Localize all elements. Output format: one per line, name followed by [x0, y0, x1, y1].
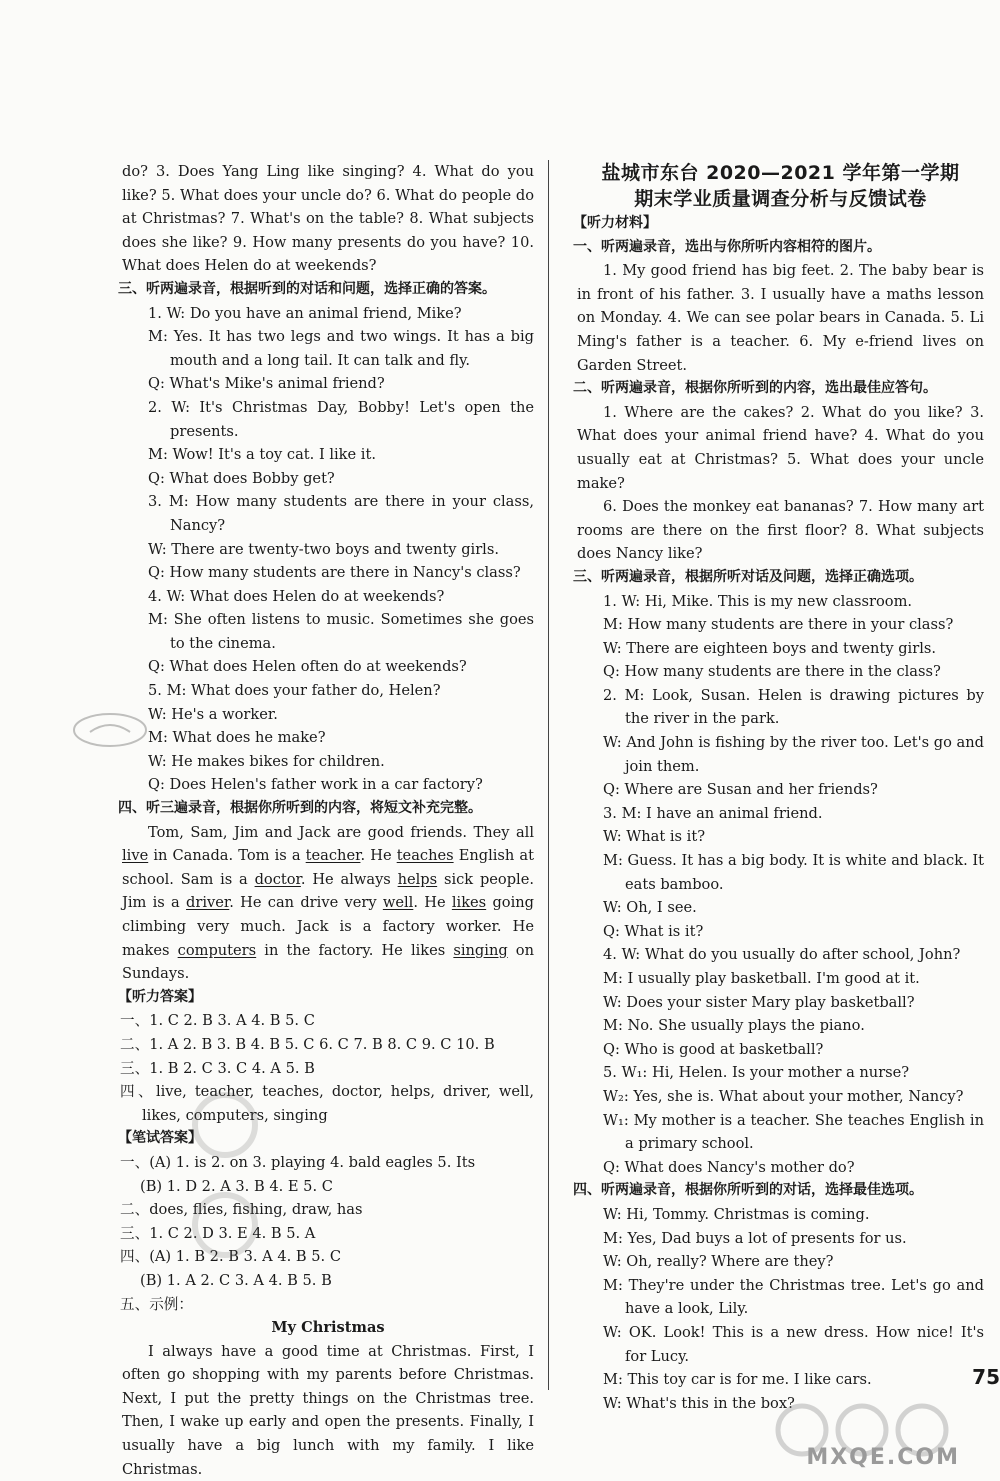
dialog-line: W: Oh, really? Where are they?: [603, 1253, 834, 1271]
dialog-line: M: They're under the Christmas tree. Let's go and have a look, Lily.: [603, 1276, 984, 1318]
listening-answers-heading: 【听力答案】: [118, 988, 202, 1005]
dialog-line: Q: Who is good at basketball?: [603, 1040, 824, 1058]
answer-line: 五、示例：: [120, 1295, 193, 1313]
dialog-line: W: OK. Look! This is a new dress. How nice! It's for Lucy.: [603, 1323, 984, 1365]
right-section4-dialog: [577, 1203, 984, 1415]
dialog-line: Q: Does Helen's father work in a car factory?: [148, 776, 483, 794]
left-section3-heading: 三、听两遍录音，根据听到的对话和问题，选择正确的答案。: [118, 280, 496, 297]
column-divider: [548, 160, 549, 1390]
dialog-line: W: There are eighteen boys and twenty girls.: [603, 639, 936, 657]
answer-line: 二、1. A 2. B 3. B 4. B 5. C 6. C 7. B 8. C 9. C 10. B: [120, 1035, 495, 1053]
dialog-line: M: Guess. It has a big body. It is white and black. It eats bamboo.: [603, 852, 984, 893]
dialog-line: W₁: My mother is a teacher. She teaches English in a primary school.: [603, 1111, 984, 1153]
dialog-line: Q: What does Nancy's mother do?: [603, 1158, 855, 1176]
dialog-line: Q: How many students are there in the class?: [603, 663, 941, 681]
blank-answer: computers: [177, 941, 257, 959]
left-column: [118, 160, 534, 1481]
page-number: 75: [972, 1365, 1000, 1389]
exam-title-line1: 盐城市东台 2020—2021 学年第一学期: [601, 162, 960, 184]
dialog-line: W: What's this in the box?: [603, 1394, 795, 1412]
answer-line: 二、does, flies, fishing, draw, has: [120, 1201, 363, 1219]
answer-line: (B) 1. A 2. C 3. A 4. B 5. B: [140, 1271, 332, 1289]
answer-line: 三、1. C 2. D 3. E 4. B 5. A: [120, 1224, 316, 1242]
blank-answer: teaches: [396, 847, 454, 865]
dialog-line: W: Does your sister Mary play basketball?: [603, 993, 915, 1011]
dialog-line: M: No. She usually plays the piano.: [603, 1017, 865, 1035]
right-section2-text: 1. Where are the cakes? 2. What do you like? 3. What does your animal friend have? 4. What do you usually eat at Christmas? 5. What does your uncle make?: [577, 403, 984, 492]
dialog-line: W: Oh, I see.: [603, 899, 697, 917]
blank-answer: likes: [451, 894, 487, 912]
dialog-line: Q: What does Helen often do at weekends?: [148, 658, 467, 676]
dialog-line: M: I usually play basketball. I'm good at it.: [603, 970, 920, 987]
dialog-line: W₂: Yes, she is. What about your mother, Nancy?: [603, 1087, 964, 1105]
dialog-line: 3. M: I have an animal friend.: [603, 804, 823, 822]
dialog-line: 1. W: Hi, Mike. This is my new classroom.: [603, 592, 913, 610]
dialog-line: M: Yes. It has two legs and two wings. It has a big mouth and a long tail. It can talk and fly.: [148, 328, 534, 369]
answer-line: 四、(A) 1. B 2. B 3. A 4. B 5. C: [120, 1248, 342, 1266]
written-answers-heading: 【笔试答案】: [118, 1130, 202, 1147]
dialog-line: 5. W₁: Hi, Helen. Is your mother a nurse?: [603, 1064, 910, 1082]
dialog-line: 3. M: How many students are there in your class, Nancy?: [148, 493, 534, 534]
dialog-line: W: There are twenty-two boys and twenty girls.: [148, 540, 499, 558]
blank-answer: helps: [397, 870, 438, 888]
dialog-line: W: He's a worker.: [148, 705, 278, 723]
watermark-seal-icon: [165, 1085, 285, 1265]
dialog-line: M: She often listens to music. Sometimes she goes to the cinema.: [148, 611, 534, 652]
answer-line: 三、1. B 2. C 3. C 4. A 5. B: [120, 1059, 315, 1077]
dialog-line: 1. W: Do you have an animal friend, Mike?: [148, 304, 462, 322]
dialog-line: M: Wow! It's a toy cat. I like it.: [148, 446, 376, 464]
dialog-line: 4. W: What does Helen do at weekends?: [148, 587, 445, 605]
right-section1-heading: 一、听两遍录音，选出与你所听内容相符的图片。: [573, 238, 881, 255]
dialog-line: Q: Where are Susan and her friends?: [603, 781, 878, 799]
dialog-line: W: And John is fishing by the river too. Let's go and join them.: [603, 734, 984, 775]
blank-answer: teacher: [305, 847, 361, 865]
dialog-line: M: Yes, Dad buys a lot of presents for us.: [603, 1229, 907, 1247]
answer-line: 一、(A) 1. is 2. on 3. playing 4. bald eagles 5. Its: [120, 1153, 476, 1171]
answer-line: (B) 1. D 2. A 3. B 4. E 5. C: [140, 1177, 333, 1195]
dialog-line: M: This toy car is for me. I like cars.: [603, 1371, 872, 1389]
answer-line: 一、1. C 2. B 3. A 4. B 5. C: [120, 1012, 315, 1030]
left-section4-heading: 四、听三遍录音，根据你所听到的内容，将短文补充完整。: [118, 800, 482, 817]
blank-answer: well: [382, 894, 414, 912]
listening-material-heading: 【听力材料】: [573, 215, 657, 231]
dialog-line: 2. W: It's Christmas Day, Bobby! Let's open the presents.: [148, 398, 534, 440]
right-section2-text2: 6. Does the monkey eat bananas? 7. How many art rooms are there on the first floor? 8. What subjects does Nancy like?: [577, 498, 984, 563]
right-section2-heading: 二、听两遍录音，根据你所听到的内容，选出最佳应答句。: [573, 380, 937, 397]
blank-answer: driver: [186, 894, 230, 912]
right-column: [573, 160, 984, 1415]
dialog-line: 2. M: Look, Susan. Helen is drawing pictures by the river in the park.: [603, 686, 984, 728]
dialog-line: Q: What's Mike's animal friend?: [148, 375, 385, 393]
left-section3-dialogs: [122, 302, 534, 797]
essay-body: I always have a good time at Christmas. First, I often go shopping with my parents before Christmas. Next, I put the pretty things on the Christmas tree. Then, I wake up early and open the presents. Finally, I usually have a big lunch with my family. I like Christmas.: [122, 1342, 534, 1478]
right-section1-text: 1. My good friend has big feet. 2. The baby bear is in front of his father. 3. I usually have a maths lesson on Monday. 4. We can see polar bears in Canada. 5. Li Ming's father is a teacher. 6. My e-friend lives on Garden Street.: [577, 262, 984, 374]
dialog-line: M: How many students are there in your class?: [603, 616, 954, 634]
exam-title-line2: 期末学业质量调查分析与反馈试卷: [634, 188, 927, 210]
left-top-questions: do? 3. Does Yang Ling like singing? 4. What do you like? 5. What does your uncle do? 6. What do people do at Christmas? 7. What's on the table? 8. What subjects does she like? 9. How many presents do you have? 10. What does Helen do at weekends?: [122, 163, 534, 275]
dialog-line: Q: How many students are there in Nancy's class?: [148, 564, 521, 582]
dialog-line: Q: What is it?: [603, 922, 704, 940]
blank-answer: live: [122, 847, 149, 865]
dialog-line: W: Hi, Tommy. Christmas is coming.: [603, 1205, 870, 1223]
dialog-line: W: He makes bikes for children.: [148, 752, 385, 770]
blank-answer: singing: [453, 941, 508, 959]
cloze-story: Tom, Sam, Jim and Jack are good friends. They all live in Canada. Tom is a teacher. He teaches English at school. Sam is a doctor. He always helps sick people. Jim is a driver. He can drive very well. He likes going climbing very much. Jack is a factory worker. He makes computers in the factory. He likes singing on Sundays.: [122, 823, 534, 983]
watermark-text: MXQE.COM: [806, 1445, 960, 1470]
essay-title: My Christmas: [271, 1319, 385, 1337]
dialog-line: Q: What does Bobby get?: [148, 469, 335, 487]
dialog-line: W: What is it?: [603, 828, 706, 846]
right-section3-heading: 三、听两遍录音，根据所听对话及问题，选择正确选项。: [573, 568, 923, 585]
dialog-line: M: What does he make?: [148, 729, 326, 747]
blank-answer: doctor: [254, 870, 301, 888]
stamp-icon: [70, 710, 150, 750]
dialog-line: 5. M: What does your father do, Helen?: [148, 682, 441, 700]
dialog-line: 4. W: What do you usually do after school, John?: [603, 946, 961, 964]
right-section3-dialogs: [577, 590, 984, 1180]
right-section4-heading: 四、听两遍录音，根据你所听到的对话，选择最佳选项。: [573, 1182, 923, 1199]
answer-line: 四、live, teacher, teaches, doctor, helps, driver, well, likes, computers, singing: [120, 1083, 534, 1124]
